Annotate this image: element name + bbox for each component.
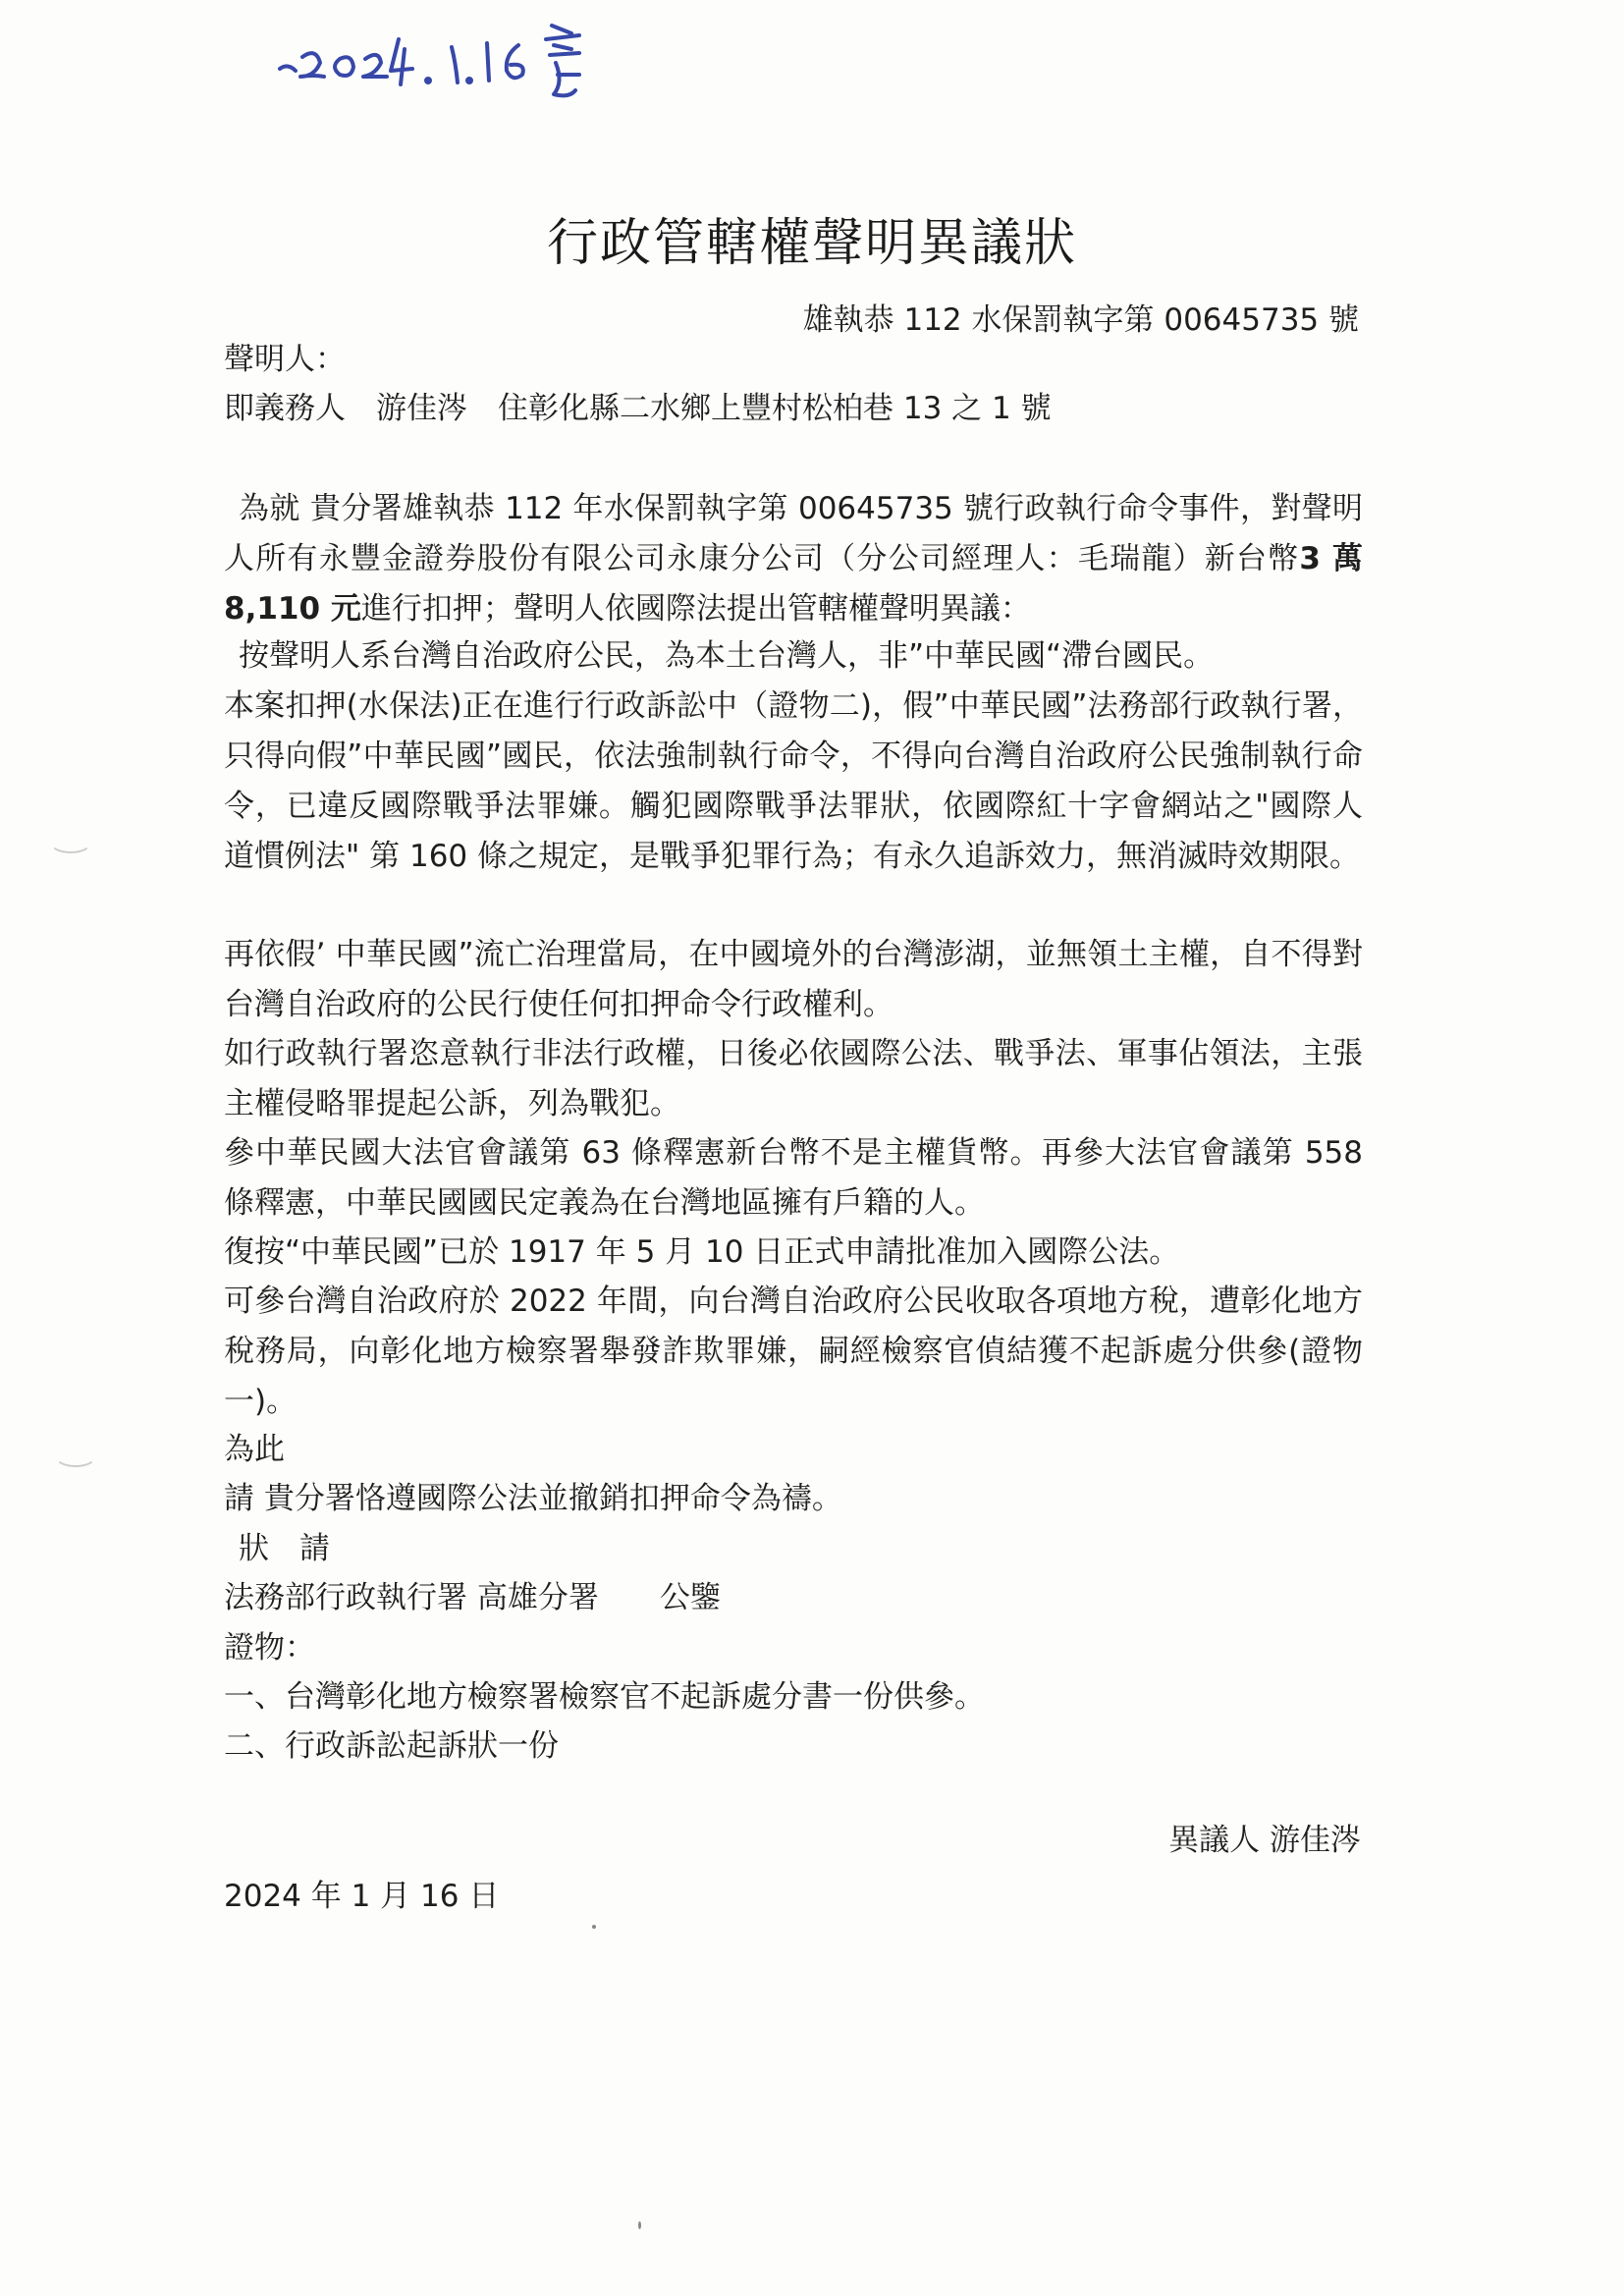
document-title: 行政管轄權聲明異議狀 <box>546 214 1077 273</box>
scan-speck <box>638 2221 641 2229</box>
handwriting-drawing <box>275 20 687 108</box>
paragraph-1-b: 進行扣押；聲明人依國際法提出管轄權聲明異議： <box>360 591 1031 627</box>
paragraph-1 <box>224 484 1363 634</box>
document-date: 2024 年 1 月 16 日 <box>224 1879 500 1914</box>
case-number: 雄執恭 112 水保罰執字第 00645735 號 <box>802 302 1359 338</box>
evidence-item: 一、台灣彰化地方檢察署檢察官不起訴處分書一份供參。 <box>224 1679 985 1715</box>
declarant-line: 即義務人 游佳涔 住彰化縣二水鄉上豐村松柏巷 13 之 1 號 <box>224 391 1052 426</box>
scan-edge-mark <box>54 1444 97 1467</box>
closing-submit: 狀 請 <box>239 1531 330 1566</box>
paragraph-7: 復按“中華民國”已於 1917 年 5 月 10 日正式申請批准加入國際公法。 <box>224 1234 1180 1270</box>
paragraph-6: 參中華民國大法官會議第 63 條釋憲新台幣不是主權貨幣。再參大法官會議第 558 條釋憲，中華民國國民定義為在台灣地區擁有戶籍的人。 <box>224 1135 1363 1221</box>
declarant-label: 聲明人： <box>224 342 346 377</box>
handwritten-date-note <box>275 20 687 108</box>
paragraph-1-a: 為就 貴分署雄執恭 112 年水保罰執字第 00645735 號行政執行命令事件，對聲明人所有永豐金證券股份有限公司永康分公司（分公司經理人：毛瑞龍）新台幣 <box>224 491 1363 576</box>
signer: 異議人 游佳涔 <box>1168 1823 1361 1858</box>
addressee: 法務部行政執行署 高雄分署 公鑒 <box>224 1580 721 1615</box>
paragraph-3: 本案扣押(水保法)正在進行行政訴訟中（證物二)，假”中華民國”法務部行政執行署，只得向假”中華民國”國民，依法強制執行命令，不得向台灣自治政府公民強制執行命令，已違反國際戰爭法罪嫌。觸犯國際戰爭法罪狀，依國際紅十字會網站之"國際人道慣例法" 第 160 條之規定，是戰爭犯罪行為；有永久追訴效力，無消滅時效期限。 <box>224 688 1363 874</box>
scan-speck <box>592 1925 596 1929</box>
paragraph-2: 按聲明人系台灣自治政府公民，為本土台灣人，非”中華民國“滯台國民。 <box>239 638 1215 674</box>
evidence-item: 二、行政訴訟起訴狀一份 <box>224 1728 559 1764</box>
paragraph-8: 可參台灣自治政府於 2022 年間，向台灣自治政府公民收取各項地方稅，遭彰化地方稅務局，向彰化地方檢察署舉發詐欺罪嫌，嗣經檢察官偵結獲不起訴處分供參(證物一)。 <box>224 1284 1363 1419</box>
paragraph-5: 如行政執行署恣意執行非法行政權，日後必依國際公法、戰爭法、軍事佔領法，主張主權侵略罪提起公訴，列為戰犯。 <box>224 1036 1363 1121</box>
evidence-label: 證物： <box>224 1630 315 1666</box>
seized-amount: 3 萬 8,110 元 <box>224 541 1363 627</box>
closing-request: 請 貴分署恪遵國際公法並撤銷扣押命令為禱。 <box>224 1481 842 1516</box>
scan-edge-mark <box>49 830 92 853</box>
closing-for-this: 為此 <box>224 1432 285 1467</box>
paragraph-4: 再依假’ 中華民國”流亡治理當局，在中國境外的台灣澎湖，並無領土主權，自不得對台灣自治政府的公民行使任何扣押命令行政權利。 <box>224 937 1363 1022</box>
